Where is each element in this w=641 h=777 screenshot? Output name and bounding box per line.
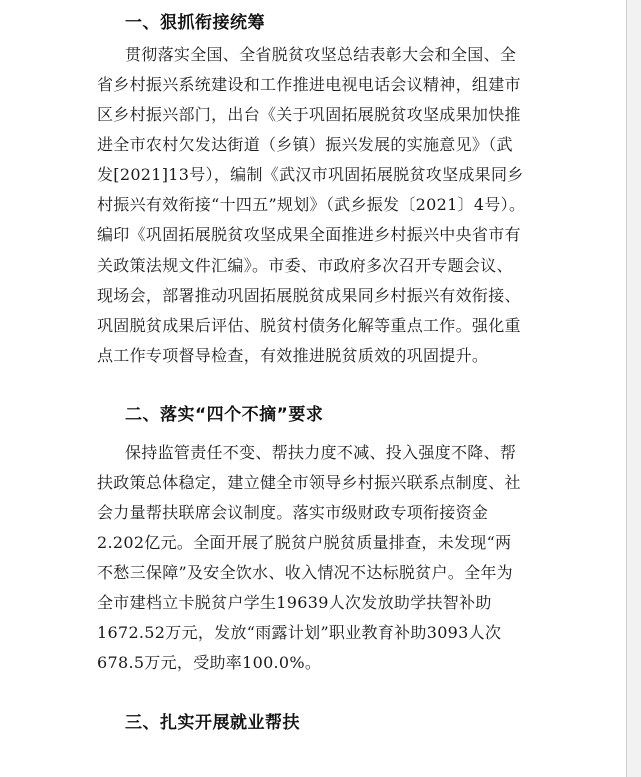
paragraph-line: 会力量帮扶联席会议制度。落实市级财政专项衔接资金: [97, 503, 489, 522]
section-heading-1: 一、狠抓衔接统筹: [125, 13, 265, 33]
paragraph-line: 现场会，部署推动巩固拓展脱贫成果同乡村振兴有效衔接、: [97, 286, 521, 305]
paragraph-line: 关政策法规文件汇编》。市委、市政府多次召开专题会议、: [97, 256, 513, 275]
paragraph-line: 678.5万元，受助率100.0%。: [97, 653, 322, 672]
paragraph-line: 2.202亿元。全面开展了脱贫户脱贫质量排查，未发现“两: [97, 533, 512, 552]
paragraph-line: 扶政策总体稳定，建立健全市领导乡村振兴联系点制度、社: [97, 473, 521, 492]
paragraph-line: 点工作专项督导检查，有效推进脱贫质效的巩固提升。: [97, 346, 489, 365]
paragraph-line: 不愁三保障”及安全饮水、收入情况不达标脱贫户。全年为: [97, 563, 513, 582]
paragraph-line: 区乡村振兴部门，出台《关于巩固拓展脱贫攻坚成果加快推: [97, 105, 521, 124]
paragraph-line: 1672.52万元，发放“雨露计划”职业教育补助3093人次: [97, 623, 502, 642]
paragraph-line: 进全市农村欠发达街道（乡镇）振兴发展的实施意见》（武: [97, 135, 513, 154]
section-heading-3: 三、扎实开展就业帮扶: [125, 713, 300, 733]
paragraph-line: 编印《巩固拓展脱贫攻坚成果全面推进乡村振兴中央省市有: [97, 225, 521, 244]
paragraph-line: 全市建档立卡脱贫户学生19639人次发放助学扶智补助: [97, 593, 492, 612]
paragraph-line: 发[2021]13号），编制《武汉市巩固拓展脱贫攻坚成果同乡: [97, 165, 524, 184]
paragraph-line: 贯彻落实全国、全省脱贫攻坚总结表彰大会和全国、全: [125, 45, 517, 64]
paragraph-line: 省乡村振兴系统建设和工作推进电视电话会议精神，组建市: [97, 75, 521, 94]
paragraph-line: 巩固脱贫成果后评估、脱贫村债务化解等重点工作。强化重: [97, 316, 521, 335]
section-heading-2: 二、落实“四个不摘”要求: [125, 405, 324, 425]
paragraph-line: 村振兴有效衔接“十四五”规划》（武乡振发〔2021〕4号）。: [97, 195, 526, 214]
paragraph-line: 保持监管责任不变、帮扶力度不减、投入强度不降、帮: [125, 443, 517, 462]
